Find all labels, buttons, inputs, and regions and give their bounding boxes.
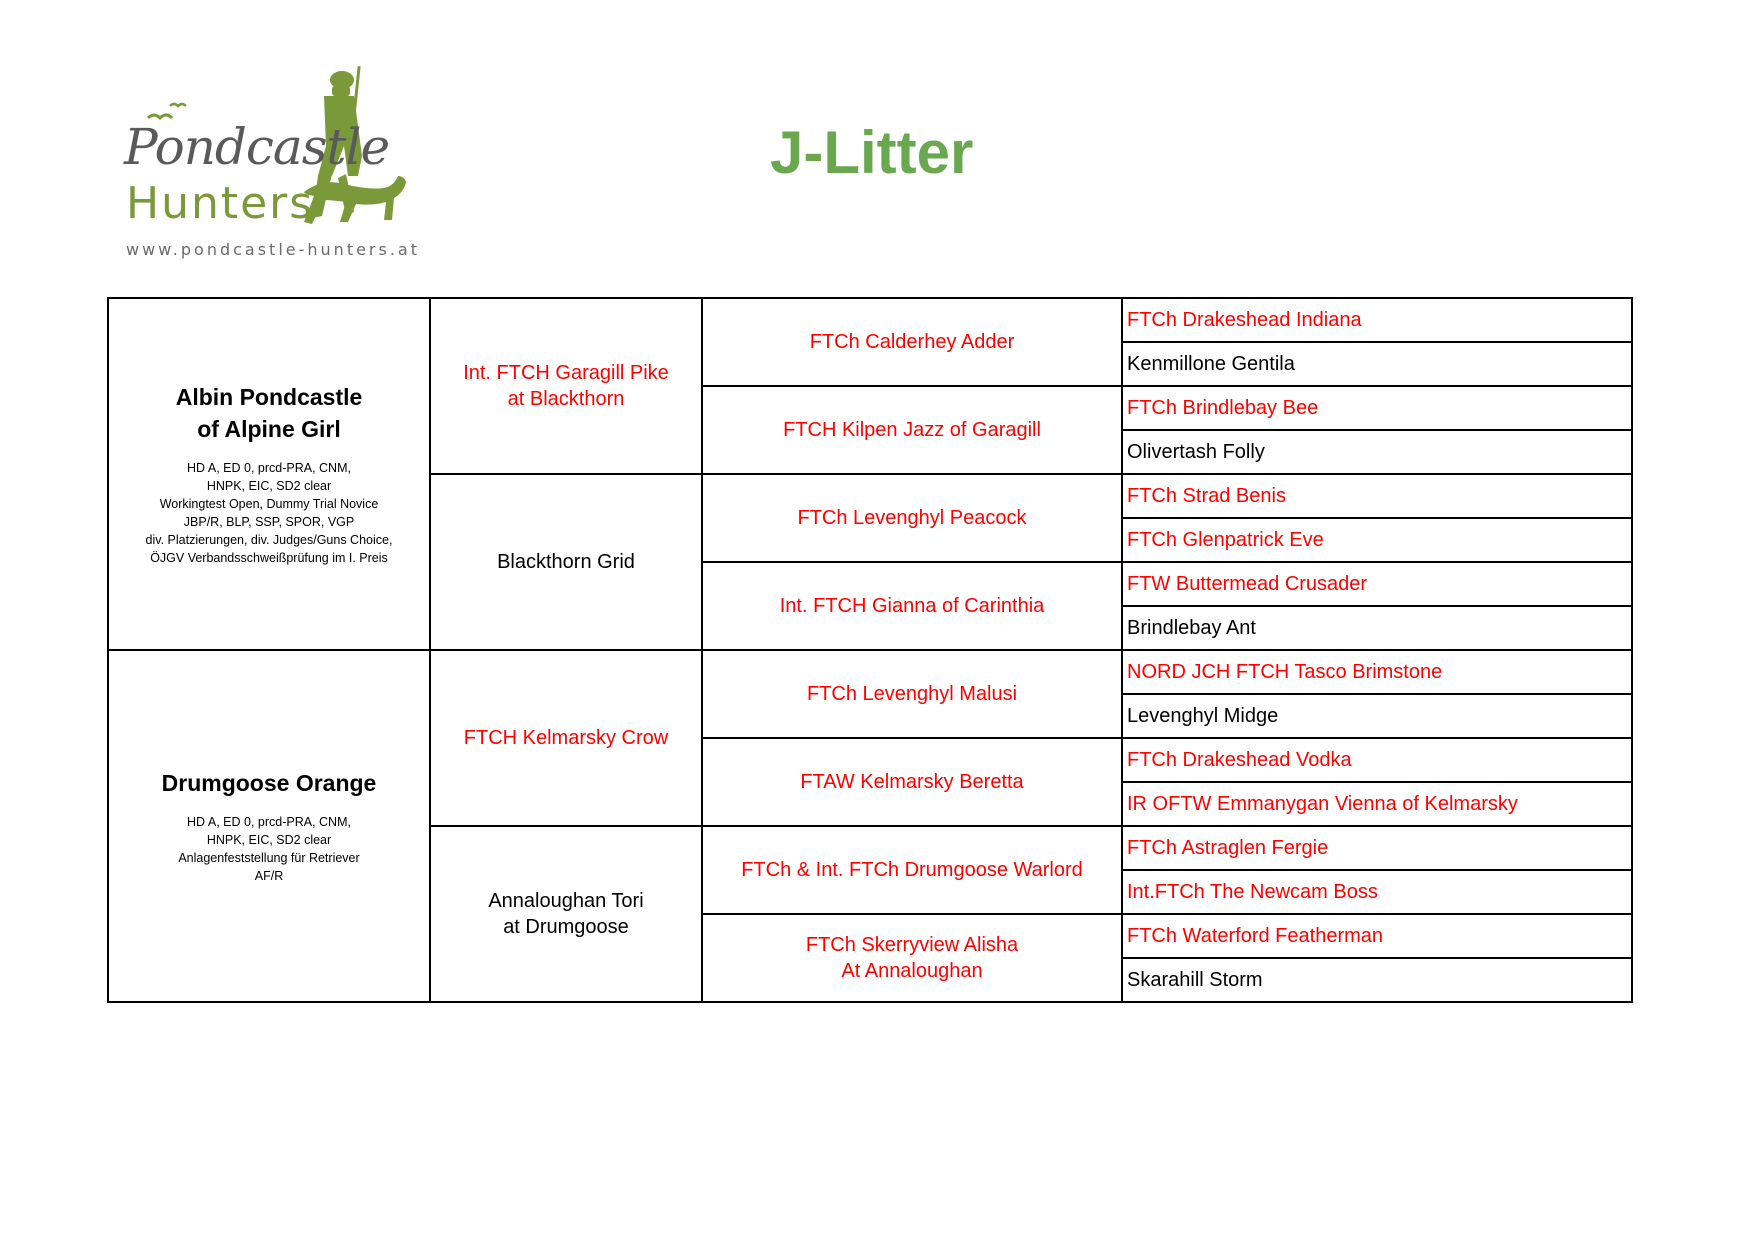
- grandparent: FTCh & Int. FTCh Drumgoose Warlord: [702, 826, 1122, 914]
- great-grandparent: NORD JCH FTCH Tasco Brimstone: [1122, 650, 1632, 694]
- great-grandparent: Int.FTCh The Newcam Boss: [1122, 870, 1632, 914]
- dam-cell: [108, 650, 430, 1002]
- grandparent: FTCh Levenghyl Peacock: [702, 474, 1122, 562]
- logo-wordmark-pondcastle: Pondcastle: [124, 118, 390, 176]
- grandparent: FTCh Skerryview Alisha At Annaloughan: [702, 914, 1122, 1002]
- dam-dam: Annaloughan Tori at Drumgoose: [430, 826, 702, 1002]
- sire-name: Albin Pondcastle of Alpine Girl: [175, 384, 363, 442]
- great-grandparent: FTCh Strad Benis: [1122, 474, 1632, 518]
- dam-name: Drumgoose Orange: [161, 770, 377, 796]
- great-grandparent: Brindlebay Ant: [1122, 606, 1632, 650]
- page-title: J-Litter: [770, 119, 974, 186]
- sire-info: HD A, ED 0, prcd-PRA, CNM, HNPK, EIC, SD2 clear Workingtest Open, Dummy Trial Novice JBP/R, BLP, SSP, SPOR, VGP div. Platzierungen, div. Judges/Guns Choice, ÖJGV Verbandsschweißprüfung im I. Preis: [145, 461, 393, 565]
- great-grandparent: IR OFTW Emmanygan Vienna of Kelmarsky: [1122, 782, 1632, 826]
- great-grandparent: FTCh Waterford Featherman: [1122, 914, 1632, 958]
- sire-cell: [108, 298, 430, 650]
- grandparent: Int. FTCH Gianna of Carinthia: [702, 562, 1122, 650]
- grandparent: FTAW Kelmarsky Beretta: [702, 738, 1122, 826]
- great-grandparent: Kenmillone Gentila: [1122, 342, 1632, 386]
- grandparent: FTCh Calderhey Adder: [702, 298, 1122, 386]
- great-grandparent: FTCh Astraglen Fergie: [1122, 826, 1632, 870]
- great-grandparent: FTCh Brindlebay Bee: [1122, 386, 1632, 430]
- logo-wordmark-hunters: Hunters: [126, 178, 315, 229]
- dam-info: HD A, ED 0, prcd-PRA, CNM, HNPK, EIC, SD2 clear Anlagenfeststellung für Retriever AF/R: [178, 815, 360, 883]
- logo: [118, 66, 468, 266]
- great-grandparent: FTCh Drakeshead Vodka: [1122, 738, 1632, 782]
- grandparent: FTCH Kilpen Jazz of Garagill: [702, 386, 1122, 474]
- great-grandparent: FTW Buttermead Crusader: [1122, 562, 1632, 606]
- dam-sire: FTCH Kelmarsky Crow: [430, 650, 702, 826]
- pedigree-table: [107, 297, 1633, 1003]
- great-grandparent: Skarahill Storm: [1122, 958, 1632, 1002]
- great-grandparent: FTCh Glenpatrick Eve: [1122, 518, 1632, 562]
- grandparent: FTCh Levenghyl Malusi: [702, 650, 1122, 738]
- great-grandparent: Olivertash Folly: [1122, 430, 1632, 474]
- sire-sire: Int. FTCH Garagill Pike at Blackthorn: [430, 298, 702, 474]
- great-grandparent: Levenghyl Midge: [1122, 694, 1632, 738]
- logo-url: www.pondcastle-hunters.at: [126, 240, 421, 259]
- great-grandparent: FTCh Drakeshead Indiana: [1122, 298, 1632, 342]
- sire-dam: Blackthorn Grid: [430, 474, 702, 650]
